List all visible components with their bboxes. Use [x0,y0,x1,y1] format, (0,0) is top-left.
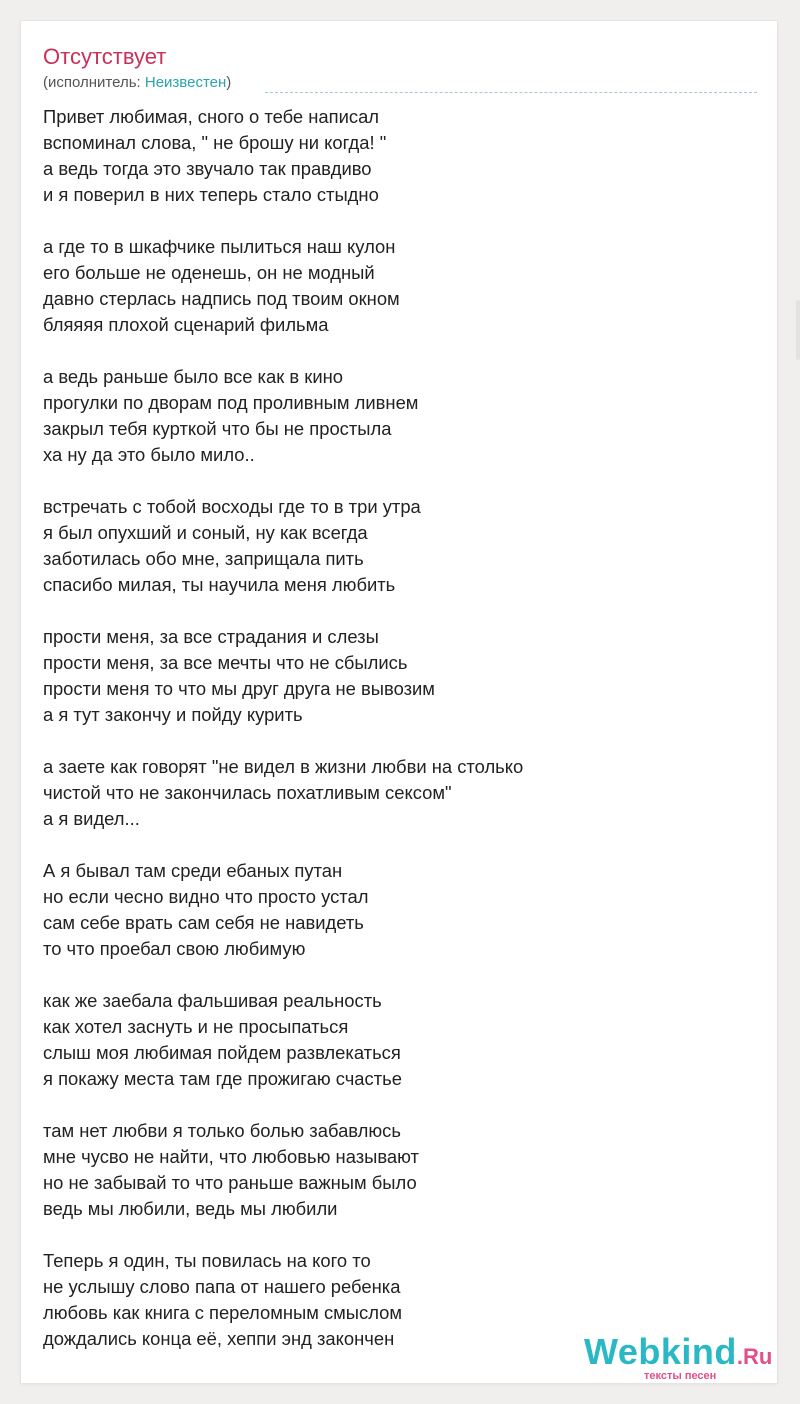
lyrics-line: а я тут закончу и пойду курить [43,704,303,725]
lyrics-line: но не забывай то что раньше важным было [43,1172,417,1193]
lyrics-line: спасибо милая, ты научила меня любить [43,574,396,595]
lyrics-line: Привет любимая, сного о тебе написал [43,106,380,127]
logo-tld: .Ru [736,1344,773,1369]
lyrics-stanza [43,1118,743,1222]
lyrics-line: любовь как книга с переломным смыслом [43,1302,403,1323]
lyrics-line: Теперь я один, ты повилась на кого то [43,1250,371,1271]
lyrics-stanza [43,988,743,1092]
scrollbar-hint [796,300,800,360]
song-title: Отсутствует [43,44,167,69]
logo-main-text: Webkind [584,1331,737,1372]
lyrics-body [43,104,743,1378]
lyrics-stanza [43,624,743,728]
lyrics-line: а ведь раньше было все как в кино [43,366,343,387]
lyrics-line: давно стерлась надпись под твоим окном [43,288,400,309]
lyrics-line: ха ну да это было мило.. [43,444,255,465]
lyrics-line: прости меня, за все мечты что не сбылись [43,652,408,673]
lyrics-stanza [43,754,743,832]
lyrics-stanza [43,494,743,598]
performer-link[interactable]: Неизвестен [144,74,227,91]
lyrics-line: а я видел... [43,808,140,829]
lyrics-line: вспоминал слова, " не брошу ни когда! " [43,132,387,153]
lyrics-line: а ведь тогда это звучало так правдиво [43,158,372,179]
lyrics-line: там нет любви я только болью забавлюсь [43,1120,401,1141]
header-divider [265,92,757,93]
performer-prefix: (исполнитель: [43,74,145,91]
lyrics-line: А я бывал там среди ебаных путан [43,860,343,881]
lyrics-line: прогулки по дворам под проливным ливнем [43,392,419,413]
lyrics-stanza [43,234,743,338]
lyrics-line: бляяяя плохой сценарий фильма [43,314,329,335]
lyrics-line: встречать с тобой восходы где то в три утра [43,496,421,517]
lyrics-line: ведь мы любили, ведь мы любили [43,1198,338,1219]
lyrics-line: мне чусво не найти, что любовью называют [43,1146,419,1167]
lyrics-line: я был опухший и соный, ну как всегда [43,522,368,543]
logo-subtitle: тексты песен [644,1370,717,1382]
lyrics-stanza [43,364,743,468]
lyrics-line: как хотел заснуть и не просыпаться [43,1016,349,1037]
performer-suffix: ) [226,74,232,91]
lyrics-line: я покажу места там где прожигаю счастье [43,1068,402,1089]
lyrics-line: но если чесно видно что просто устал [43,886,369,907]
site-logo[interactable] [584,1332,774,1380]
lyrics-stanza [43,858,743,962]
lyrics-line: не услышу слово папа от нашего ребенка [43,1276,401,1297]
lyrics-line: и я поверил в них теперь стало стыдно [43,184,379,205]
lyrics-line: а где то в шкафчике пылиться наш кулон [43,236,396,257]
lyrics-line: дождались конца её, хеппи энд закончен [43,1328,395,1349]
lyrics-line: его больше не оденешь, он не модный [43,262,375,283]
lyrics-line: прости меня, за все страдания и слезы [43,626,379,647]
lyrics-stanza [43,104,743,208]
lyrics-line: то что проебал свою любимую [43,938,306,959]
lyrics-line: как же заебала фальшивая реальность [43,990,382,1011]
lyrics-line: заботилась обо мне, заприщала пить [43,548,364,569]
lyrics-line: а заете как говорят "не видел в жизни любви на столько [43,756,524,777]
lyrics-line: чистой что не закончилась похатливым сексом" [43,782,452,803]
lyrics-line: слыш моя любимая пойдем развлекаться [43,1042,401,1063]
lyrics-line: прости меня то что мы друг друга не вывозим [43,678,435,699]
lyrics-line: закрыл тебя курткой что бы не простыла [43,418,392,439]
lyrics-card [21,21,777,1383]
lyrics-line: сам себе врать сам себя не навидеть [43,912,364,933]
performer-line [43,73,231,93]
